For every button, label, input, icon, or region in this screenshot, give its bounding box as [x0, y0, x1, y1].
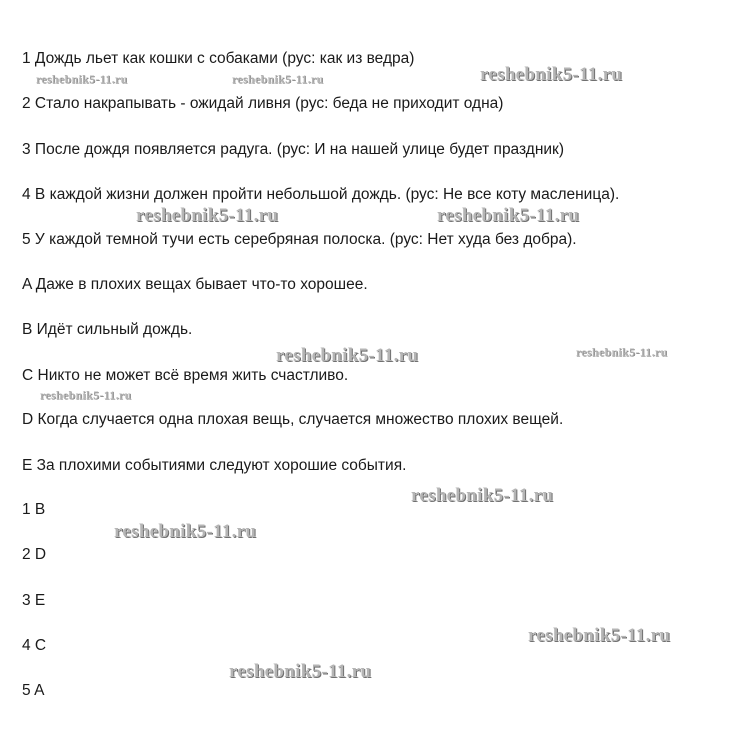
proverb-1: 1 Дождь льет как кошки с собаками (рус: как из ведра): [22, 50, 415, 67]
answer-1: 1 B: [22, 501, 46, 518]
answer-4: 4 C: [22, 637, 47, 654]
answer-3: 3 E: [22, 592, 46, 609]
meaning-a: A Даже в плохих вещах бывает что-то хорошее.: [22, 276, 368, 293]
meaning-b: B Идёт сильный дождь.: [22, 321, 193, 338]
answer-2: 2 D: [22, 546, 47, 563]
watermark: reshebnik5-11.ru: [36, 72, 128, 86]
watermark: reshebnik5-11.ru: [411, 485, 554, 506]
watermark: reshebnik5-11.ru: [229, 661, 372, 682]
watermark: reshebnik5-11.ru: [276, 345, 419, 366]
watermark: reshebnik5-11.ru: [114, 521, 257, 542]
watermark: reshebnik5-11.ru: [136, 205, 279, 226]
watermark: reshebnik5-11.ru: [232, 72, 324, 86]
watermark: reshebnik5-11.ru: [528, 625, 671, 646]
watermark: reshebnik5-11.ru: [40, 388, 132, 402]
proverb-5: 5 У каждой темной тучи есть серебряная полоска. (рус: Нет худа без добра).: [22, 231, 577, 248]
watermark: reshebnik5-11.ru: [437, 205, 580, 226]
meaning-d: D Когда случается одна плохая вещь, случается множество плохих вещей.: [22, 411, 564, 428]
meaning-e: E За плохими событиями следуют хорошие события.: [22, 457, 407, 474]
watermark: reshebnik5-11.ru: [480, 64, 623, 85]
meaning-c: C Никто не может всё время жить счастливо.: [22, 367, 349, 384]
watermark: reshebnik5-11.ru: [576, 345, 668, 359]
answer-5: 5 A: [22, 682, 45, 699]
proverb-4: 4 В каждой жизни должен пройти небольшой дождь. (рус: Не все коту масленица).: [22, 186, 620, 203]
proverb-3: 3 После дождя появляется радуга. (рус: И на нашей улице будет праздник): [22, 141, 564, 158]
proverb-2: 2 Стало накрапывать - ожидай ливня (рус: беда не приходит одна): [22, 95, 504, 112]
